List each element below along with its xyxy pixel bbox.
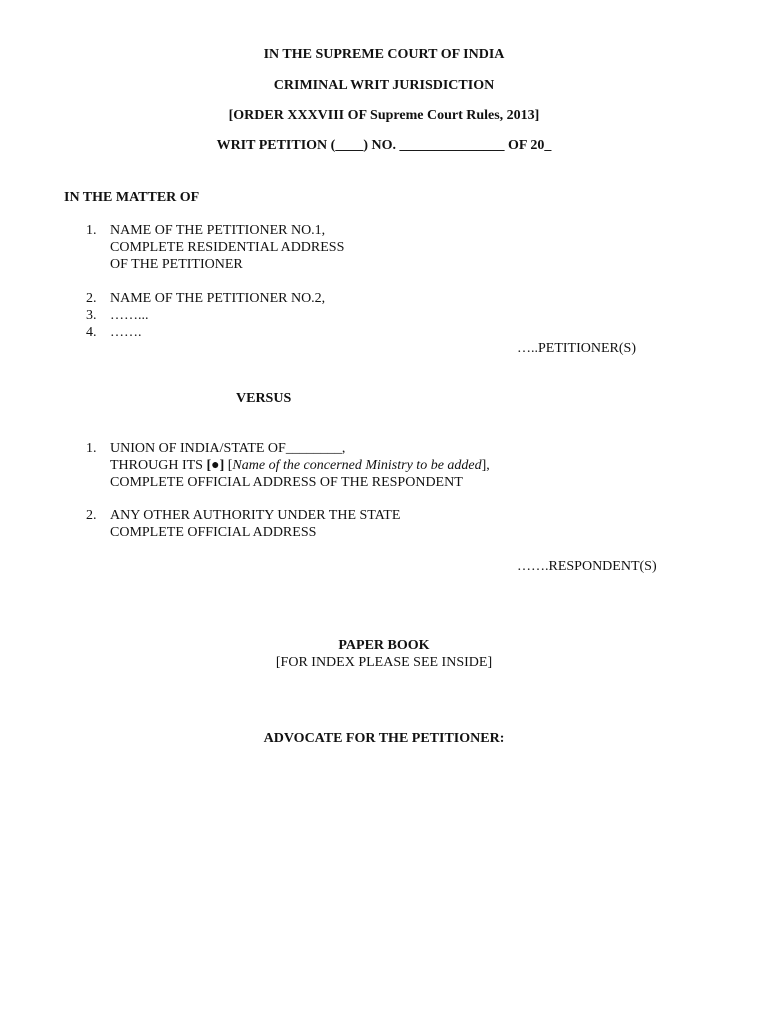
paper-book-note: [FOR INDEX PLEASE SEE INSIDE] <box>275 655 493 670</box>
petitioner-2-number: 2. <box>86 291 97 306</box>
petitioner-1-line-3: OF THE PETITIONER <box>110 257 243 272</box>
respondent-2-line-1: ANY OTHER AUTHORITY UNDER THE STATE <box>110 508 401 523</box>
respondent-1-line-2-prefix: THROUGH ITS <box>110 458 207 473</box>
court-title: IN THE SUPREME COURT OF INDIA <box>263 47 505 62</box>
respondent-1-line-3: COMPLETE OFFICIAL ADDRESS OF THE RESPONDENT <box>110 475 463 490</box>
petitioner-3-number: 3. <box>86 308 97 323</box>
respondent-1-line-2-mid: [ <box>224 458 233 473</box>
versus-heading: VERSUS <box>236 391 292 406</box>
respondent-2-number: 2. <box>86 508 97 523</box>
jurisdiction-title: CRIMINAL WRIT JURISDICTION <box>273 78 495 93</box>
petitioner-4-line-1: ……. <box>110 325 142 340</box>
paper-book-title: PAPER BOOK <box>338 638 430 653</box>
petitioner-label: …..PETITIONER(S) <box>517 341 636 356</box>
writ-petition-number: WRIT PETITION (____) NO. _______________ OF 20_ <box>216 138 552 153</box>
respondent-1-line-2 <box>110 457 490 474</box>
advocate-heading: ADVOCATE FOR THE PETITIONER: <box>263 731 505 746</box>
matter-heading: IN THE MATTER OF <box>64 190 200 205</box>
order-reference: [ORDER XXXVIII OF Supreme Court Rules, 2013] <box>228 108 540 123</box>
petitioner-4-number: 4. <box>86 325 97 340</box>
petitioner-1-line-2: COMPLETE RESIDENTIAL ADDRESS <box>110 240 345 255</box>
petitioner-3-line-1: ……... <box>110 308 149 323</box>
respondent-1-line-2-suffix: ], <box>481 458 490 473</box>
petitioner-2-line-1: NAME OF THE PETITIONER NO.2, <box>110 291 326 306</box>
respondent-label: …….RESPONDENT(S) <box>517 559 657 574</box>
respondent-1-bullet: [●] <box>206 458 225 473</box>
respondent-1-number: 1. <box>86 441 97 456</box>
respondent-2-line-2: COMPLETE OFFICIAL ADDRESS <box>110 525 317 540</box>
petitioner-1-line-1: NAME OF THE PETITIONER NO.1, <box>110 223 326 238</box>
petitioner-1-number: 1. <box>86 223 97 238</box>
respondent-1-ministry-placeholder: Name of the concerned Ministry to be added <box>232 458 482 473</box>
respondent-1-line-1: UNION OF INDIA/STATE OF________, <box>110 441 346 456</box>
